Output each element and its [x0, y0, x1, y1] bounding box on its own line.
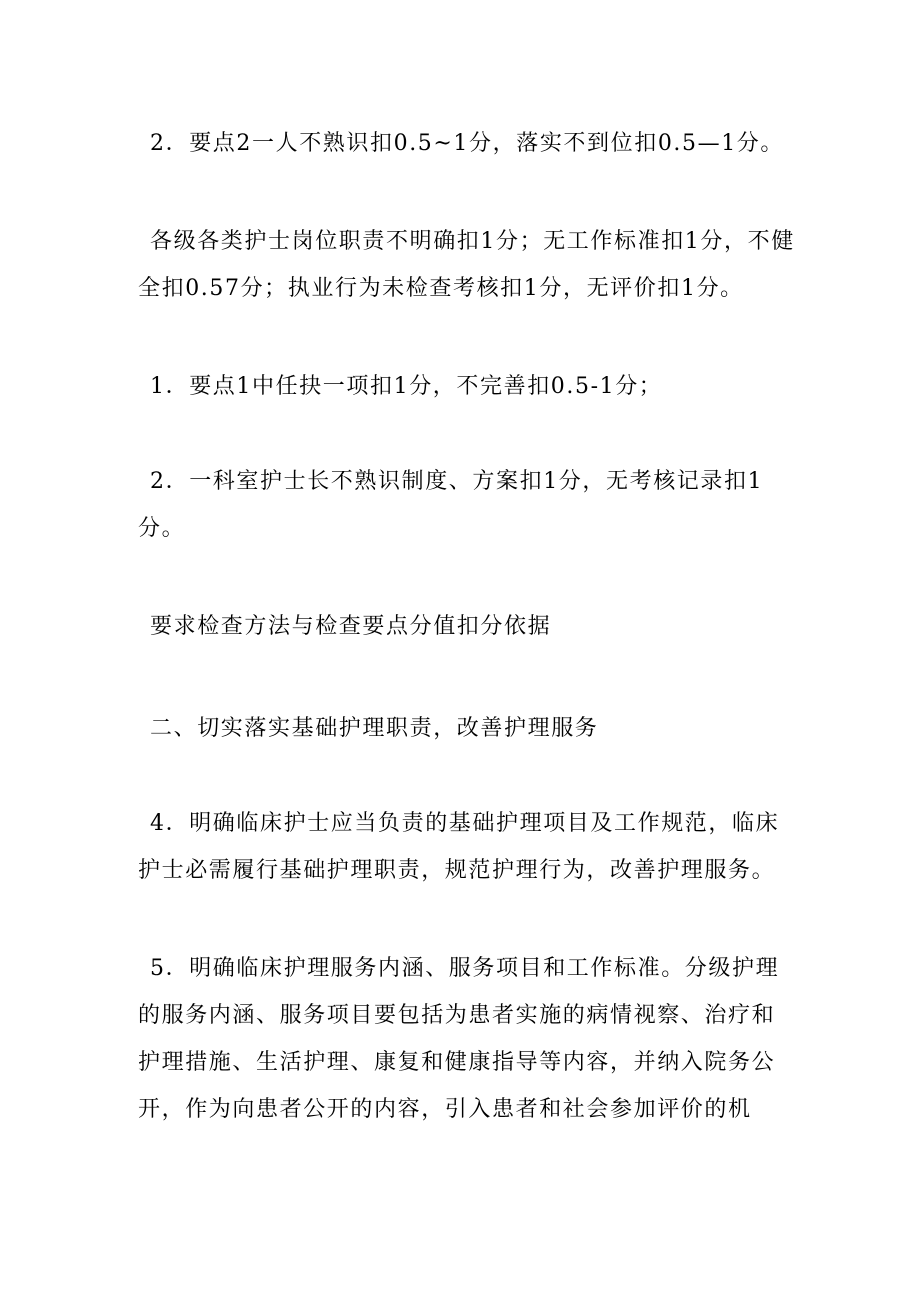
paragraph-4: 2．一科室护士长不熟识制度、方案扣1分，无考核记录扣1 分。 — [138, 469, 764, 541]
paragraph-1: 2．要点2一人不熟识扣0.5~1分，落实不到位扣0.5—1分。 — [150, 131, 784, 156]
paragraph-item-4: 4．明确临床护士应当负责的基础护理项目及工作规范，临床护士必需履行基础护理职责，规范护理行为，改善护理服务。 — [138, 811, 780, 883]
paragraph-item-5: 5．明确临床护理服务内涵、服务项目和工作标准。分级护理的服务内涵、服务项目要包括为患者实施的病情视察、治疗和护理措施、生活护理、康复和健康指导等内容，并纳入院务公开，作为向患者公开的内容，引入患者和社会参加评价的机 — [138, 956, 780, 1122]
paragraph-2: 各级各类护士岗位职责不明确扣1分；无工作标准扣1分，不健全扣0.57分；执业行为未检查考核扣1分，无评价扣1分。 — [138, 229, 795, 301]
section-heading: 要求检查方法与检查要点分值扣分依据 — [150, 614, 552, 639]
paragraph-3: 1．要点1中任抉一项扣1分，不完善扣0.5-1分； — [150, 374, 663, 399]
chapter-title: 二、切实落实基础护理职责，改善护理服务 — [150, 716, 599, 741]
